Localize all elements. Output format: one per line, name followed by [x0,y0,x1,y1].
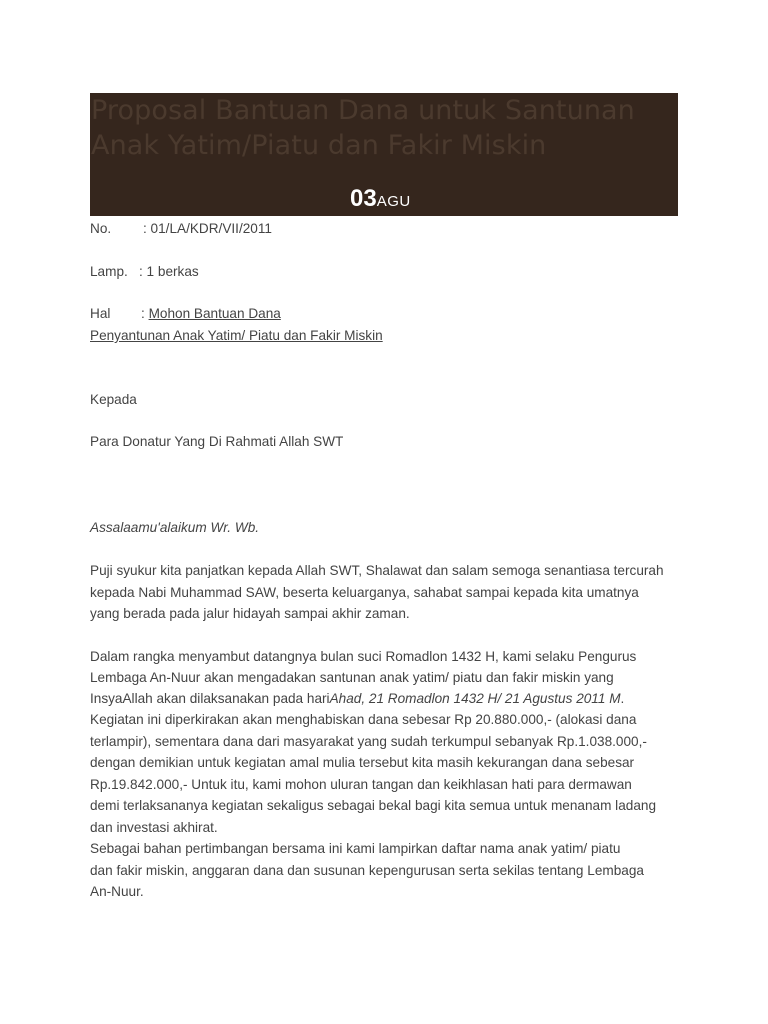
paragraph-2-line-4: Kegiatan ini diperkirakan akan menghabiskan dana sebesar Rp 20.880.000,- (alokasi dana [90,712,637,727]
letter-number-label: No. [90,221,112,236]
title-banner [90,93,678,216]
date-day: 03 [350,185,377,212]
attachment-value: : 1 berkas [139,264,199,279]
date-month: AGU [376,193,411,210]
document-title: Proposal Bantuan Dana untuk Santunan Anak Yatim/Piatu dan Fakir Miskin [91,95,635,161]
subject-row [90,306,281,321]
event-date-period: . [620,691,625,706]
subject-value-continued: Penyantunan Anak Yatim/ Piatu dan Fakir Miskin [90,328,383,343]
paragraph-2-line-2: Lembaga An-Nuur akan mengadakan santunan anak yatim/ piatu dan fakir miskin yang [90,670,614,685]
paragraph-2-line-1: Dalam rangka menyambut datangnya bulan suci Romadlon 1432 H, kami selaku Pengurus [90,649,637,664]
recipient-name: Para Donatur Yang Di Rahmati Allah SWT [90,434,344,449]
subject-label: Hal [90,306,111,321]
paragraph-1-line-2: kepada Nabi Muhammad SAW, beserta keluarganya, sahabat sampai kepada kita umatnya [90,585,639,600]
attachment-row [90,264,199,279]
paragraph-3-line-1: Sebagai bahan pertimbangan bersama ini kami lampirkan daftar nama anak yatim/ piatu [90,841,621,856]
paragraph-2-line-5: terlampir), sementara dana dari masyarakat yang sudah terkumpul sebanyak Rp.1.038.000,- [90,734,647,749]
greeting: Assalaamu'alaikum Wr. Wb. [90,520,260,535]
recipient-heading: Kepada [90,392,137,407]
paragraph-1-line-3: yang berada pada jalur hidayah sampai akhir zaman. [90,606,410,621]
date-badge [350,185,411,213]
paragraph-2-line-7: Rp.19.842.000,- Untuk itu, kami mohon uluran tangan dan keikhlasan hati para dermawan [90,777,632,792]
subject-value: Mohon Bantuan Dana [148,306,281,321]
event-date: Ahad, 21 Romadlon 1432 H/ 21 Agustus 2011 M [329,691,621,706]
attachment-label: Lamp. [90,264,128,279]
paragraph-2-line-3 [90,691,624,706]
paragraph-3-line-2: dan fakir miskin, anggaran dana dan susunan kepengurusan serta sekilas tentang Lembaga [90,863,644,878]
paragraph-2-line-9: dan investasi akhirat. [90,820,218,835]
event-intro: InsyaAllah akan dilaksanakan pada hari [90,691,330,706]
paragraph-2-line-8: demi terlaksananya kegiatan sekaligus sebagai bekal bagi kita semua untuk menanam ladang [90,798,657,813]
subject-colon: : [141,306,149,321]
paragraph-2-line-6: dengan demikian untuk kegiatan amal mulia tersebut kita masih kekurangan dana sebesar [90,755,635,770]
paragraph-3-line-3: An-Nuur. [90,884,144,899]
letter-number-row [90,221,272,236]
paragraph-1-line-1: Puji syukur kita panjatkan kepada Allah SWT, Shalawat dan salam semoga senantiasa tercurah [90,563,664,578]
letter-number-value: : 01/LA/KDR/VII/2011 [143,221,272,236]
